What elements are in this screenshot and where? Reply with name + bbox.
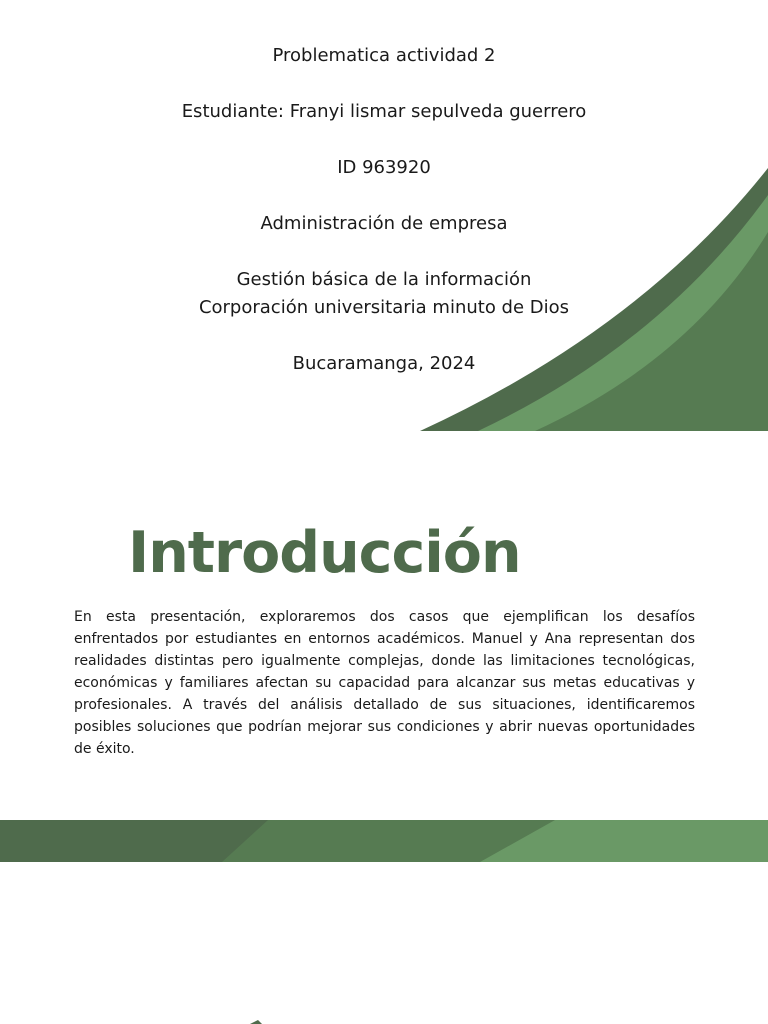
cover-place-date: Bucaramanga, 2024 [292, 353, 476, 374]
next-slide-mark [250, 1020, 262, 1024]
intro-paragraph: En esta presentación, exploraremos dos casos que ejemplifican los desafíos enfrentados por estudiantes en entornos académicos. Manuel y Ana representan dos realidades distintas pero igualmente complejas, donde las limitaciones tecnológicas, económicas y familiares afectan su capacidad para alcanzar sus metas educativas y profesionales. A través del análisis detallado de sus situaciones, identificaremos posibles soluciones que podrían mejorar sus condiciones y abrir nuevas oportunidades de éxito. [74, 609, 695, 757]
intro-stripe-decoration [0, 431, 768, 863]
next-slide-partial [0, 863, 768, 1024]
cover-text-block [0, 42, 768, 406]
intro-slide [0, 431, 768, 863]
cover-institution: Corporación universitaria minuto de Dios [198, 297, 570, 318]
intro-heading: Introducción [128, 520, 521, 586]
cover-slide [0, 0, 768, 431]
cover-program: Administración de empresa [260, 213, 508, 234]
cover-id: ID 963920 [337, 157, 431, 178]
cover-student: Estudiante: Franyi lismar sepulveda guerrero [181, 101, 587, 122]
next-slide-decoration [0, 863, 768, 1024]
cover-course: Gestión básica de la información [236, 269, 532, 290]
cover-title: Problematica actividad 2 [272, 45, 496, 66]
